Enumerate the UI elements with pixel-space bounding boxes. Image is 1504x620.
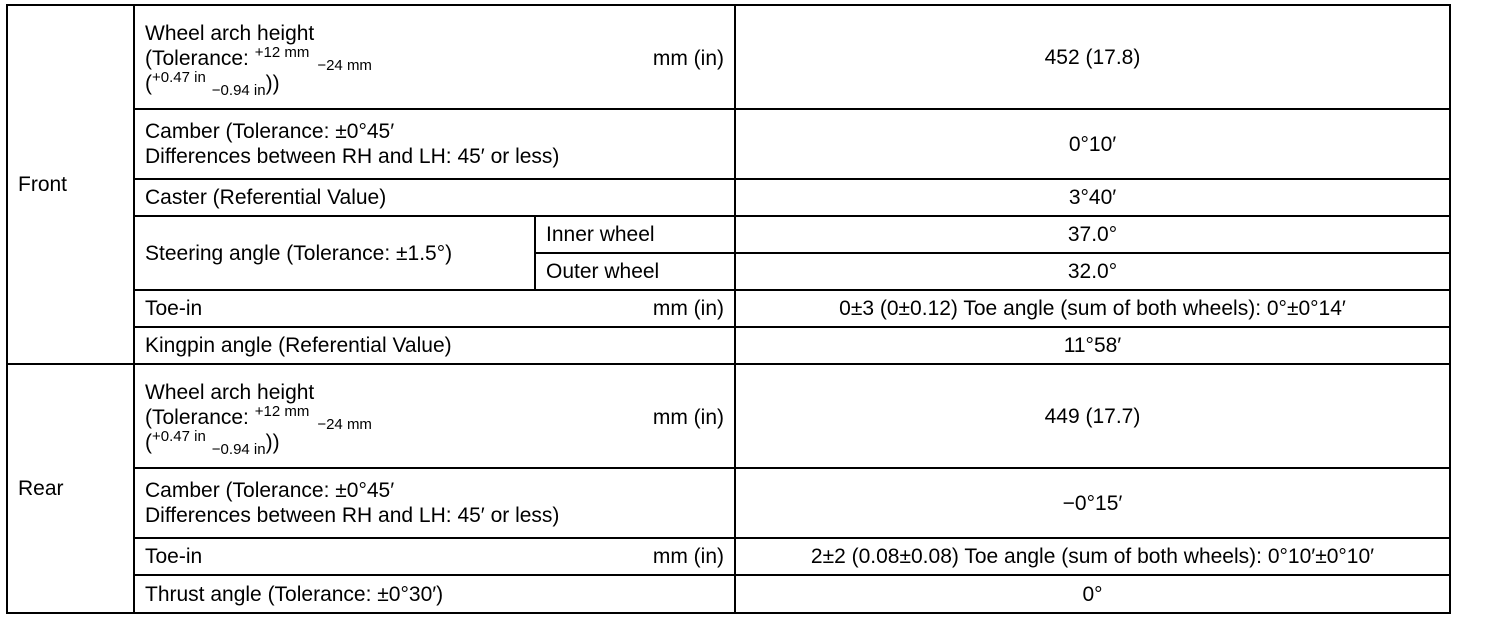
front-steering-inner-label: Inner wheel (535, 216, 735, 253)
front-steering-inner-value: 37.0° (735, 216, 1450, 253)
front-camber-value: 0°10′ (735, 109, 1450, 179)
rear-tol-close: )) (265, 431, 280, 454)
rear-tol-plus-mm: +12 mm (254, 403, 310, 420)
section-front-label: Front (7, 5, 134, 364)
front-steering-angle-label: Steering angle (Tolerance: ±1.5°) (134, 216, 535, 290)
section-rear-label: Rear (7, 364, 134, 613)
front-wheel-arch-tolerance (145, 44, 724, 100)
table-row (7, 327, 1450, 364)
front-tol-plus-mm: +12 mm (254, 44, 310, 61)
rear-tol-minus-in: −0.94 in (211, 441, 266, 459)
rear-thrust-label: Thrust angle (Tolerance: ±0°30′) (134, 575, 735, 613)
rear-camber-line1: Camber (Tolerance: ±0°45′ (145, 479, 395, 502)
rear-camber-line2: Differences between RH and LH: 45′ or less) (145, 504, 560, 527)
table-row (7, 179, 1450, 216)
rear-tol-plus-in: +0.47 in (152, 428, 206, 445)
rear-toe-in-label: Toe-in (145, 545, 203, 568)
front-wheel-arch-value: 452 (17.8) (735, 5, 1450, 109)
rear-toe-in-cell (134, 538, 735, 575)
rear-tol-prefix: (Tolerance: (145, 406, 255, 429)
front-caster-label: Caster (Referential Value) (134, 179, 735, 216)
rear-toe-in-value: 2±2 (0.08±0.08) Toe angle (sum of both wheels): 0°10′±0°10′ (735, 538, 1450, 575)
front-steering-outer-value: 32.0° (735, 253, 1450, 290)
table-row (7, 5, 1450, 109)
front-camber-cell (134, 109, 735, 179)
rear-tol-open: ( (145, 431, 152, 454)
front-toe-in-value: 0±3 (0±0.12) Toe angle (sum of both wheels): 0°±0°14′ (735, 290, 1450, 327)
table-row (7, 290, 1450, 327)
front-toe-in-label: Toe-in (145, 297, 203, 320)
table-row (7, 538, 1450, 575)
front-tol-minus-mm: −24 mm (317, 57, 372, 75)
rear-wheel-arch-tolerance (145, 403, 724, 459)
front-tol-open: ( (145, 72, 152, 95)
front-wheel-arch-title: Wheel arch height (145, 22, 315, 45)
table-row (7, 216, 1450, 253)
front-camber-line2: Differences between RH and LH: 45′ or less) (145, 145, 560, 168)
front-steering-outer-label: Outer wheel (535, 253, 735, 290)
front-tol-prefix: (Tolerance: (145, 47, 255, 70)
rear-wheel-arch-title: Wheel arch height (145, 381, 315, 404)
table-row (7, 575, 1450, 613)
rear-thrust-value: 0° (735, 575, 1450, 613)
front-kingpin-label: Kingpin angle (Referential Value) (134, 327, 735, 364)
rear-wheel-arch-height-cell (134, 364, 735, 468)
front-tol-minus-in: −0.94 in (211, 82, 266, 100)
rear-wheel-arch-value: 449 (17.7) (735, 364, 1450, 468)
front-caster-value: 3°40′ (735, 179, 1450, 216)
table-row (7, 109, 1450, 179)
table-row (7, 468, 1450, 538)
front-wheel-arch-unit: mm (in) (652, 47, 724, 70)
front-kingpin-value: 11°58′ (735, 327, 1450, 364)
rear-camber-cell (134, 468, 735, 538)
table-row (7, 364, 1450, 468)
front-tol-close: )) (265, 72, 280, 95)
front-toe-in-unit: mm (in) (652, 297, 724, 320)
front-wheel-arch-height-cell (134, 5, 735, 109)
front-toe-in-cell (134, 290, 735, 327)
front-tol-plus-in: +0.47 in (152, 69, 206, 86)
rear-toe-in-unit: mm (in) (652, 545, 724, 568)
rear-wheel-arch-unit: mm (in) (652, 406, 724, 429)
rear-camber-value: −0°15′ (735, 468, 1450, 538)
rear-tol-minus-mm: −24 mm (317, 416, 372, 434)
front-camber-line1: Camber (Tolerance: ±0°45′ (145, 120, 395, 143)
wheel-alignment-spec-table (6, 4, 1451, 614)
